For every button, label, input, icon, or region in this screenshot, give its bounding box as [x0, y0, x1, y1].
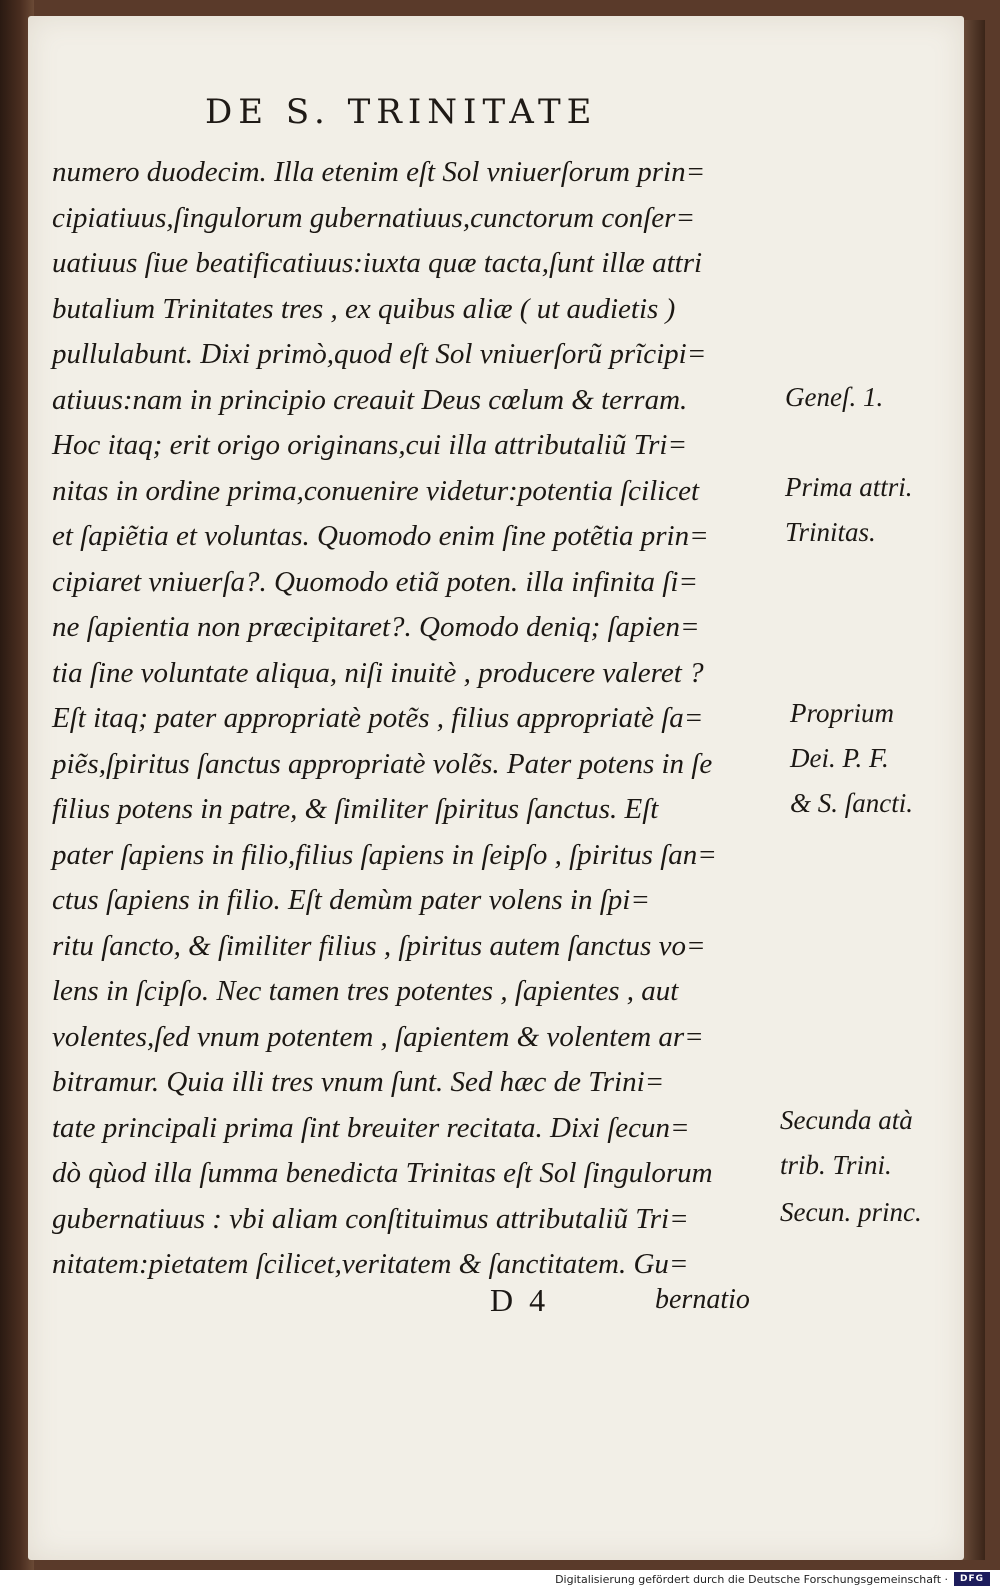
margin-note: Prima attri. [785, 472, 913, 502]
text-line: bitramur. Quia illi tres vnum ſunt. Sed hæc de Trini= [52, 1066, 665, 1098]
catchword: bernatio [655, 1284, 750, 1315]
margin-note: Secunda atà [780, 1105, 913, 1135]
text-line: nitatem:pietatem ſcilicet,veritatem & ſanctitatem. Gu= [52, 1248, 689, 1280]
text-line: tia ſine voluntate aliqua, niſi inuitè , producere valeret ? [52, 656, 704, 689]
text-line: uatiuus ſiue beatificatiuus:iuxta quæ tacta,ſunt illæ attri [52, 247, 703, 279]
text-line: ne ſapientia non præcipitaret?. Qomodo deniq; ſapien= [52, 611, 700, 643]
text-line: volentes,ſed vnum potentem , ſapientem & volentem ar= [52, 1020, 704, 1053]
digitization-credit: Digitalisierung gefördert durch die Deutsche Forschungsgemeinschaft · [555, 1573, 948, 1586]
text-line: Eſt itaq; pater appropriatè potẽs , filius appropriatè ſa= [52, 702, 704, 734]
text-line: cipiaret vniuerſa?. Quomodo etiã poten. illa infinita ſi= [52, 565, 698, 598]
margin-note: Dei. P. F. [790, 743, 889, 773]
margin-note: Secun. princ. [780, 1197, 922, 1227]
text-line: nitas in ordine prima,conuenire videtur:potentia ſcilicet [52, 474, 700, 507]
margin-note: trib. Trini. [780, 1150, 892, 1180]
text-line: pullulabunt. Dixi primò,quod eſt Sol vniuerſorũ prĩcipi= [52, 338, 707, 370]
text-line: Hoc itaq; erit origo originans,cui illa attributaliũ Tri= [52, 429, 688, 461]
signature-mark: D 4 [490, 1282, 550, 1318]
text-line: cipiatiuus,ſingulorum gubernatiuus,cunctorum conſer= [52, 201, 696, 234]
text-line: ctus ſapiens in filio. Eſt demùm pater volens in ſpi= [52, 884, 650, 916]
text-line: dò qùod illa ſumma benedicta Trinitas eſt Sol ſingulorum [52, 1157, 713, 1189]
text-line: numero duodecim. Illa etenim eſt Sol vniuerſorum prin= [52, 156, 706, 188]
text-line: butalium Trinitates tres , ex quibus aliæ ( ut audietis ) [52, 292, 676, 325]
margin-note: Geneſ. 1. [785, 382, 884, 412]
text-line: gubernatiuus : vbi aliam conſtituimus attributaliũ Tri= [52, 1202, 689, 1235]
dfg-logo: DFG [954, 1572, 990, 1586]
running-head: DE S. TRINITATE [205, 92, 598, 132]
text-line: pater ſapiens in filio,filius ſapiens in ſeipſo , ſpiritus ſan= [52, 838, 717, 871]
text-line: filius potens in patre, & ſimiliter ſpiritus ſanctus. Eſt [52, 793, 659, 825]
text-line: lens in ſcipſo. Nec tamen tres potentes , ſapientes , aut [52, 975, 679, 1007]
page-footer-line [490, 1282, 810, 1328]
margin-note: Proprium [790, 698, 895, 728]
text-line: tate principali prima ſint breuiter recitata. Dixi ſecun= [52, 1111, 690, 1144]
text-line: ritu ſancto, & ſimiliter filius , ſpiritus autem ſanctus vo= [52, 929, 706, 962]
margin-note: & S. ſancti. [790, 788, 913, 818]
text-line: et ſapiẽtia et voluntas. Quomodo enim ſine potẽtia prin= [52, 520, 709, 552]
text-line: atiuus:nam in principio creauit Deus cœlum & terram. [52, 383, 688, 416]
margin-note: Trinitas. [785, 517, 876, 547]
main-text-block [52, 150, 772, 1288]
text-line: piẽs,ſpiritus ſanctus appropriatè volẽs. Pater potens in ſe [52, 747, 713, 780]
